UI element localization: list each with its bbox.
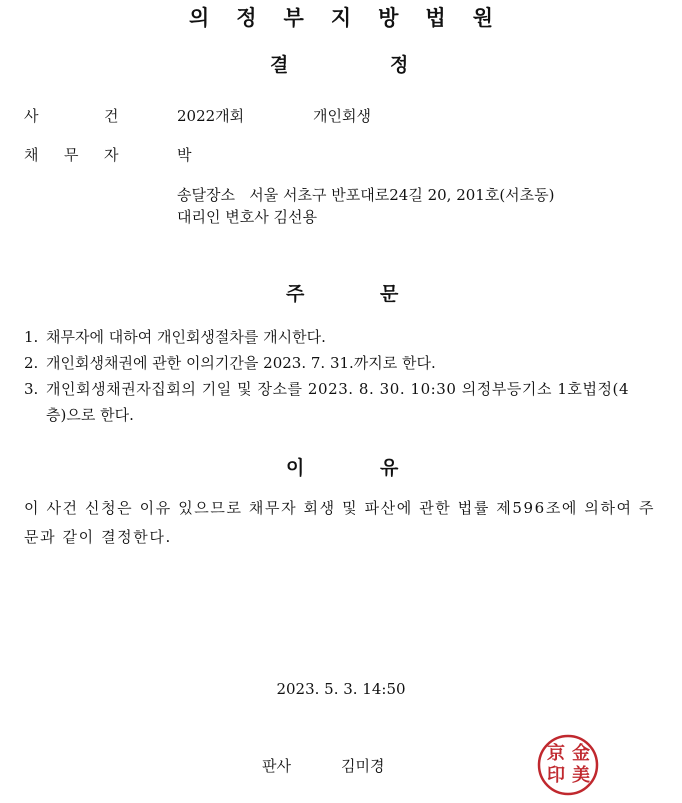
order-item-text: 개인회생채권에 관한 이의기간을 2023. 7. 31.까지로 한다. [46,354,436,372]
order-item-1 [24,326,326,347]
judge-label: 판사 [262,757,291,775]
seal-char-2: 美 [572,765,590,786]
judge-seal-stamp [537,734,599,796]
address-label: 송달장소 [177,186,235,204]
court-name: 의정부지방법원 [188,6,520,30]
order-item-text: 채무자에 대하여 개인회생절차를 개시한다. [46,328,326,346]
debtor-name: 박 [177,146,192,164]
order-item-3 [24,378,629,399]
order-item-2 [24,352,436,373]
document-type-char-2: 정 [390,54,409,76]
legal-agent: 대리인 변호사 김선용 [177,208,317,226]
reason-heading-char-2: 유 [380,457,399,479]
reason-text: 이 사건 신청은 이유 있으므로 채무자 회생 및 파산에 관한 법률 제596조에 의하여 주문과 같이 결정한다. [24,499,656,546]
seal-char-1: 金 [572,743,590,764]
seal-char-3: 京 [547,743,565,764]
case-label-char-1: 사 [24,107,39,125]
order-heading-char-1: 주 [286,283,305,305]
order-item-text: 개인회생채권자집회의 기일 및 장소를 2023. 8. 30. 10:30 의정부등기소 1호법정(4 [46,380,630,398]
case-number: 2022개회 [177,107,245,125]
service-address-line [177,184,555,205]
order-item-number: 2. [24,354,39,372]
service-address: 서울 서초구 반포대로24길 20, 201호(서초동) [249,186,555,204]
document-type-char-1: 결 [270,54,289,76]
order-item-3-continuation: 층)으로 한다. [46,406,134,424]
seal-char-4: 印 [547,765,565,786]
case-name: 개인회생 [313,107,371,125]
order-item-number: 3. [24,380,39,398]
reason-heading-char-1: 이 [286,457,305,479]
debtor-label-char-1: 채 [24,146,39,164]
decision-date: 2023. 5. 3. 14:50 [276,680,406,698]
debtor-label-char-3: 자 [104,146,119,164]
order-heading-char-2: 문 [380,283,399,305]
order-item-number: 1. [24,328,39,346]
judge-name: 김미경 [341,757,385,775]
debtor-label-char-2: 무 [64,146,79,164]
case-label-char-2: 건 [104,107,119,125]
